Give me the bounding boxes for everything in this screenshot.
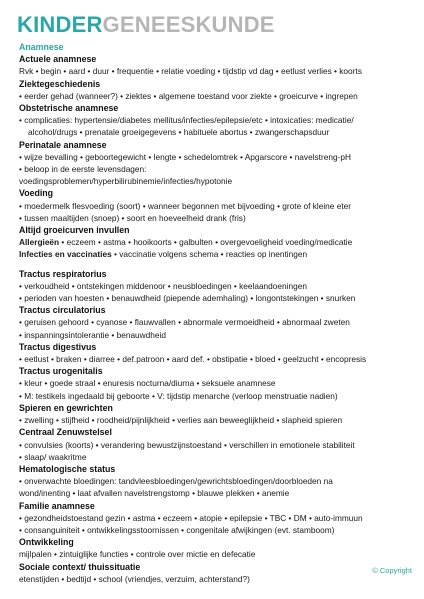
subheading-tractus-respiratorius: Tractus respiratorius xyxy=(19,268,107,279)
subheading-tractus-urogenitalis: Tractus urogenitalis xyxy=(19,366,103,377)
text-circulatorius-line1: • geruisen gehoord • cyanose • flauwvallen • abnormale vermoeidheid • abnormaal zweten xyxy=(19,317,350,328)
text-perinatale-line3: voedingsproblemen/hyperbilirubinemie/infecties/hypotonie xyxy=(19,176,233,187)
subheading-perinatale-anamnese: Perinatale anamnese xyxy=(19,139,107,150)
text-digestivus-line1: • eetlust • braken • diarree • def.patroon • aard def. • obstipatie • bloed • geelzucht • encopresis xyxy=(19,354,367,365)
page-title xyxy=(17,12,275,38)
text-spieren-line1: • zwelling • stijfheid • roodheid/pijnlijkheid • verlies aan beweeglijkheid • slapheid spieren xyxy=(19,415,343,426)
label-infecties: Infecties en vaccinaties xyxy=(19,249,112,260)
text-hematologische-line2: wond/inenting • laat afvallen navelstrengstomp • blauwe plekken • anemie xyxy=(19,488,290,499)
content-body xyxy=(19,41,415,585)
text-respiratorius-line2: • perioden van hoesten • benauwdheid (piepende ademhaling) • longontstekingen • snurken xyxy=(19,293,356,304)
text-perinatale-line1: • wijze bevalling • geboortegewicht • lengte • schedelomtrek • Apgarscore • navelstreng-pH xyxy=(19,151,351,162)
spacer xyxy=(19,261,415,268)
text-czs-line1: • convulsies (koorts) • verandering bewustzijnstoestand • verschillen in emotionele stabiliteit xyxy=(19,439,355,450)
text-sociale-context-line1: etenstijden • bedtijd • school (vriendjes, verzuim, achterstand?) xyxy=(19,573,250,584)
section-heading-anamnese: Anamnese xyxy=(19,42,64,52)
text-ziektegeschiedenis: • eerder gehad (wanneer?) • ziektes • algemene toestand voor ziekte • groeicurve • ingrepen xyxy=(19,90,358,101)
subheading-ziektegeschiedenis: Ziektegeschiedenis xyxy=(19,78,101,89)
subheading-hematologische-status: Hematologische status xyxy=(19,463,116,474)
value-infecties: • vaccinatie volgens schema • reacties op inentingen xyxy=(111,249,308,260)
subheading-obstetrische-anamnese: Obstetrische anamnese xyxy=(19,103,119,114)
text-respiratorius-line1: • verkoudheid • ontstekingen middenoor • neusbloedingen • keelaandoeningen xyxy=(19,280,307,291)
text-voeding-line2: • tussen maaltijden (snoep) • soort en hoeveelheid drank (fris) xyxy=(19,212,246,223)
label-allergieen: Allergieën xyxy=(19,237,60,248)
text-czs-line2: • slaap/ waakritme xyxy=(19,451,87,462)
text-obstetrische-line2: alcohol/drugs • prenatale groeigegevens • habituele abortus • zwangerschapsduur xyxy=(28,127,330,138)
text-actuele-anamnese: Rvk • begin • aard • duur • frequentie • relatie voeding • tijdstip vd dag • eetlust verlies • koorts xyxy=(19,66,362,77)
subheading-tractus-circulatorius: Tractus circulatorius xyxy=(19,305,106,316)
value-allergieen: • eczeem • astma • hooikoorts • galbulten • overgevoeligheid voeding/medicatie xyxy=(59,237,353,248)
subheading-groeicurven: Altijd groeicurven invullen xyxy=(19,225,130,236)
title-part-kinder: KINDER xyxy=(17,12,103,37)
text-circulatorius-line2: • inspanningsintolerantie • benauwdheid xyxy=(19,329,166,340)
title-part-geneeskunde: GENEESKUNDE xyxy=(102,12,275,37)
subheading-sociale-context: Sociale context/ thuissituatie xyxy=(19,561,141,572)
text-familie-line2: • consanguiniteit • ontwikkelingsstoornissen • congenitale afwijkingen (evt. stamboom) xyxy=(19,524,335,535)
subheading-familie-anamnese: Familie anamnese xyxy=(19,500,95,511)
text-perinatale-line2: • beloop in de eerste levensdagen: xyxy=(19,164,147,175)
subheading-centraal-zenuwstelsel: Centraal Zenuwstelsel xyxy=(19,427,112,438)
text-familie-line1: • gezondheidstoestand gezin • astma • eczeem • atopie • epilepsie • TBC • DM • auto-immuun xyxy=(19,512,363,523)
text-urogenitalis-line2: • M: testikels ingedaald bij geboorte • V: tijdstip menarche (verloop menstruatie nadien) xyxy=(19,390,338,401)
subheading-spieren-gewrichten: Spieren en gewrichten xyxy=(19,402,113,413)
subheading-actuele-anamnese: Actuele anamnese xyxy=(19,54,97,65)
copyright-notice: © Copyright xyxy=(372,566,412,575)
text-urogenitalis-line1: • kleur • goede straal • enuresis nocturna/diurna • seksuele anamnese xyxy=(19,378,276,389)
subheading-ontwikkeling: Ontwikkeling xyxy=(19,537,74,548)
text-obstetrische-line1: • complicaties: hypertensie/diabetes mellitus/infecties/epilepsie/etc • intoxicaties: medicatie/ xyxy=(19,115,354,126)
text-infecties xyxy=(19,248,415,260)
subheading-voeding: Voeding xyxy=(19,188,54,199)
subheading-tractus-digestivus: Tractus digestivus xyxy=(19,341,97,352)
text-hematologische-line1: • onverwachte bloedingen: tandvleesbloedingen/gewrichtsbloedingen/doorbloeden na xyxy=(19,476,333,487)
text-voeding-line1: • moedermelk flesvoeding (soort) • wanneer begonnen met bijvoeding • grote of kleine eter xyxy=(19,200,352,211)
text-ontwikkeling-line1: mijlpalen • zintuiglijke functies • controle over mictie en defecatie xyxy=(19,549,256,560)
text-allergieen xyxy=(19,236,415,248)
